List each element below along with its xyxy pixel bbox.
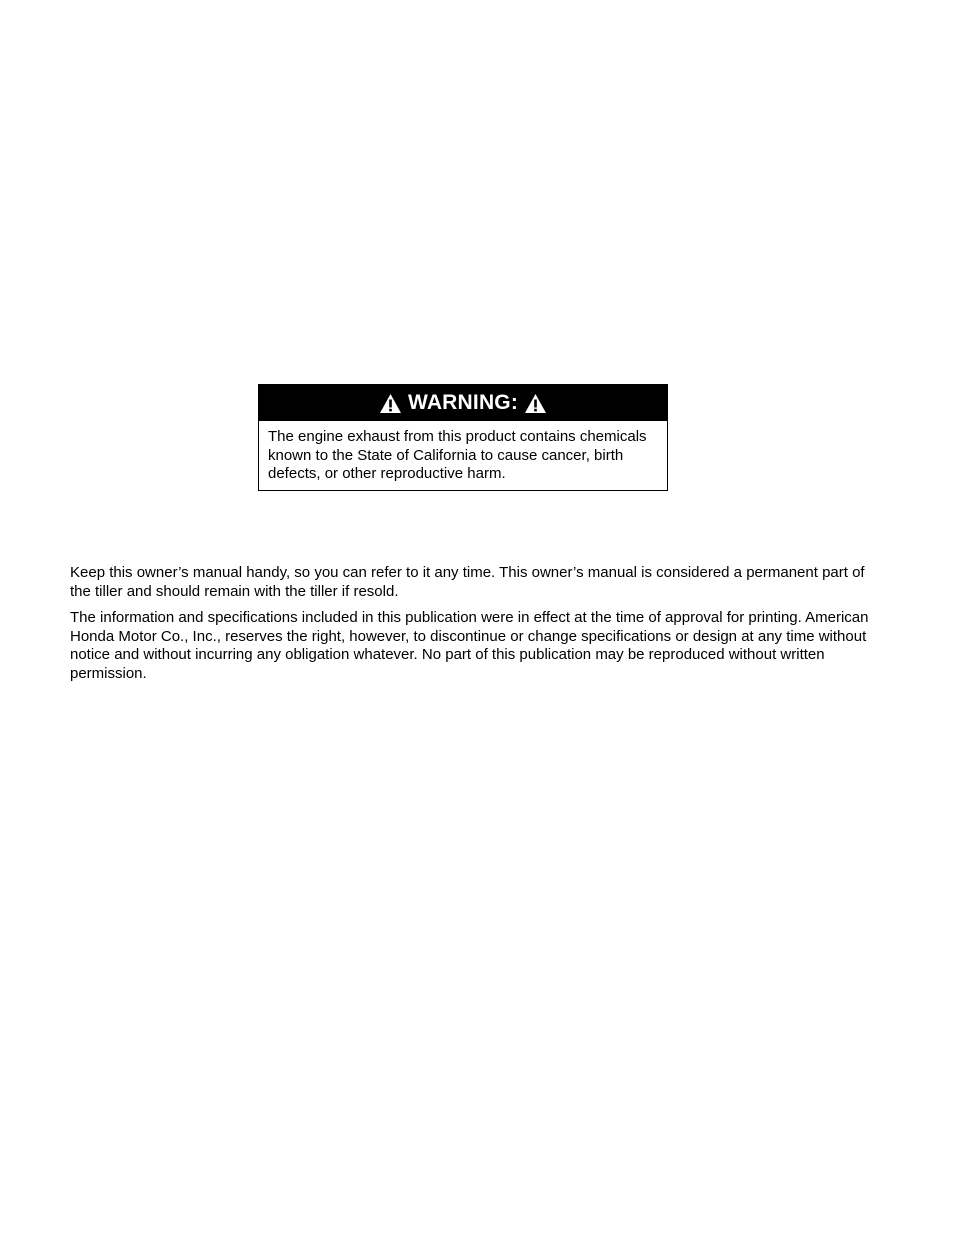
warning-header [259, 385, 667, 421]
paragraph-specifications: The information and specifications included in this publication were in effect at the time of approval for printing. American Honda Motor Co., Inc., reserves the right, however, to discontinue or change specifications or design at any time without notice and without incurring any obligation whatever. No part of this publication may be reproduced without written permission. [70, 609, 869, 682]
warning-text: The engine exhaust from this product contains chemicals known to the State of California to cause cancer, birth defects, or other reproductive harm. [268, 428, 647, 482]
warning-title: WARNING: [407, 391, 519, 414]
warning-box [258, 384, 668, 491]
warning-triangle-icon [524, 393, 547, 414]
body-text [70, 564, 870, 691]
warning-triangle-icon [379, 393, 402, 414]
paragraph-manual-handy: Keep this owner’s manual handy, so you can refer to it any time. This owner’s manual is considered a permanent part of the tiller and should remain with the tiller if resold. [70, 564, 865, 600]
